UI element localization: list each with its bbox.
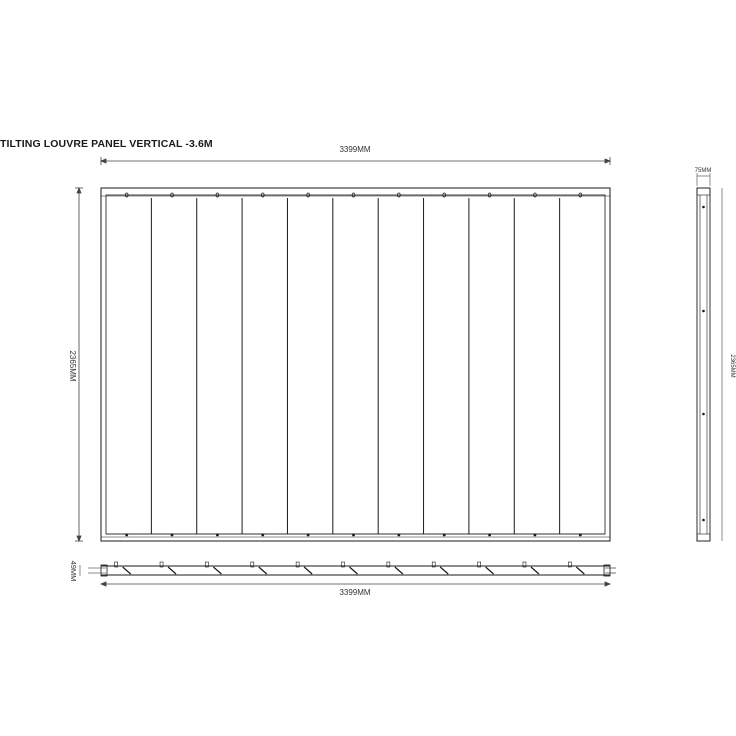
plan-blade	[259, 567, 267, 574]
plan-blade	[531, 567, 539, 574]
height-label: 2365MM	[68, 350, 77, 382]
pivot-pin-bottom	[398, 534, 400, 536]
plan-blade	[440, 567, 448, 574]
side-width-dimension	[697, 173, 710, 186]
plan-blade	[395, 567, 403, 574]
louvre-pivot-pins	[125, 193, 581, 536]
plan-blade	[168, 567, 176, 574]
pivot-pin-bottom	[579, 534, 581, 536]
plan-blade	[213, 567, 221, 574]
bottom-width-label: 3399MM	[339, 588, 371, 597]
panel-plan-view	[88, 562, 616, 576]
pivot-pin-bottom	[353, 534, 355, 536]
plan-blade	[486, 567, 494, 574]
plan-blade	[304, 567, 312, 574]
plan-blade	[123, 567, 131, 574]
pivot-pin-bottom	[307, 534, 309, 536]
pivot-pin-bottom	[171, 534, 173, 536]
bottom-width-dimension	[101, 582, 610, 586]
pivot-pin-bottom	[262, 534, 264, 536]
top-width-label: 3399MM	[339, 145, 371, 154]
pivot-pin-bottom	[217, 534, 219, 536]
plan-louvre-blades	[115, 562, 585, 574]
bottom-depth-label: 49MM	[69, 560, 78, 582]
louvre-blades	[151, 198, 559, 534]
side-height-label: 2365MM	[729, 354, 735, 378]
plan-blade	[576, 567, 584, 574]
pivot-pin-bottom	[489, 534, 491, 536]
panel-front-elevation	[101, 188, 610, 541]
plan-blade	[350, 567, 358, 574]
panel-side-elevation	[697, 188, 710, 541]
top-width-dimension	[101, 157, 610, 165]
pivot-pin-bottom	[126, 534, 128, 536]
drawing-title: TILTING LOUVRE PANEL VERTICAL -3.6M	[0, 138, 213, 150]
pivot-pin-bottom	[534, 534, 536, 536]
pivot-pin-bottom	[443, 534, 445, 536]
side-width-label: 75MM	[694, 168, 712, 174]
